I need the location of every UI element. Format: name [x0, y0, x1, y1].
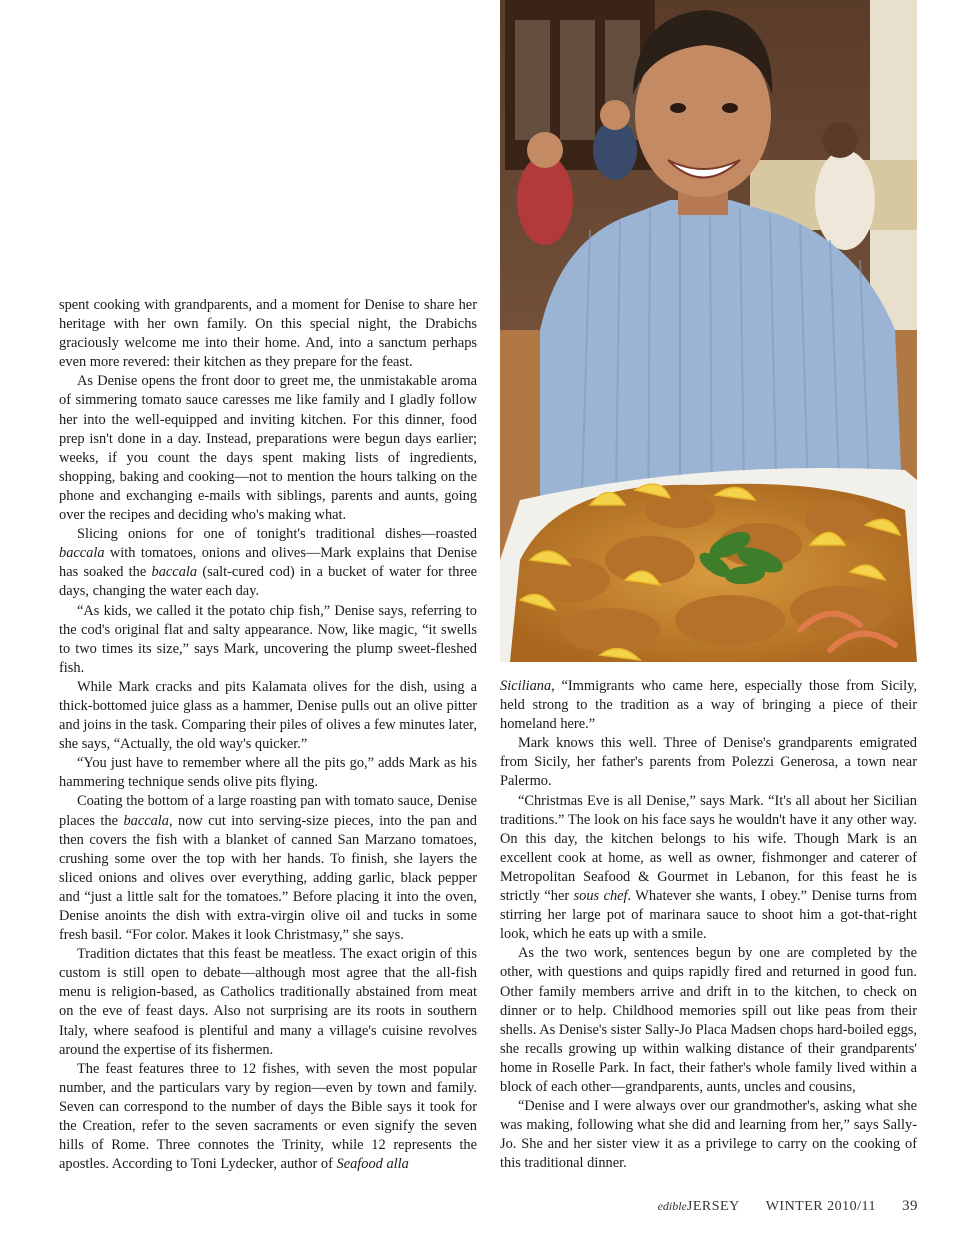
paragraph: While Mark cracks and pits Kalamata olives for the dish, using a thick-bottomed juice glass as a hammer, Denise pulls out an olive pitter and joins in the task. Comparing their piles of olives a few minutes later, she says, “Actually, the old way's quicker.” — [59, 678, 477, 753]
page-number: 39 — [902, 1198, 918, 1214]
feature-photo — [500, 0, 917, 662]
issue-date: WINTER 2010/11 — [765, 1199, 876, 1214]
guest-right — [815, 150, 875, 250]
paragraph: As Denise opens the front door to greet me, the unmistakable aroma of simmering tomato sauce caresses me like family and I gladly follow her into the well-equipped and inviting kitchen. For this dinner, food prep isn't done in a day. Instead, preparations were begun days earlier; weeks, if you count the days spent making lists of ingredients, shopping, baking and cooking—not to mention the hours talking on the phone and exchanging e-mails with siblings, parents and aunts, going over the recipes and deciding who's making what. — [59, 373, 477, 524]
paragraph: As the two work, sentences begun by one are completed by the other, with questions and quips rapidly fired and returned in good fun. Other family members arrive and drift in to the kitchen, to check on dinner or to help. Childhood memories spill out like peas from their shells. As Denise's sister Sally-Jo Placa Madsen chops hard-boiled eggs, she recalls growing up within walking distance of their grandparents' home in Roselle Park. In fact, their father's whole family lived within a block of each other—grandparents, aunts, uncles and cousins, — [500, 945, 917, 1095]
paragraph: The feast features three to 12 fishes, with seven the most popular number, and the particulars vary by region—even by town and family. Seven can correspond to the number of days the Bible says it took for the Creation, refer to the seven sacraments or even signify the seven hills of Rome. Three connotes the Trinity, while 12 represents the apostles. According to Toni Lydecker, author of Seafood alla — [59, 1060, 477, 1173]
paragraph: Siciliana, “Immigrants who came here, especially those from Sicily, held strong to the tradition as a way of bringing a piece of their homeland here.” — [500, 678, 917, 733]
paragraph: Mark knows this well. Three of Denise's grandparents emigrated from Sicily, her father's parents from Polezzi Generosa, a town near Palermo. — [500, 735, 917, 790]
paragraph: “Denise and I were always over our grandmother's, asking what she was making, following what she did and learning from her,” says Sally-Jo. She and her sister view it as a privilege to carry on the cooking of this traditional dinner. — [500, 1098, 917, 1172]
paragraph: Tradition dictates that this feast be meatless. The exact origin of this custom is still open to debate—although most agree that the all-fish menu is religion-based, as Catholics traditionally abstained from meat on the eve of feast days. Also not surprising are its roots in southern Italy, where seafood is plentiful and many a village's cuisine revolves around the expertise of its fishermen. — [59, 946, 477, 1058]
paragraph: “As kids, we called it the potato chip fish,” Denise says, referring to the cod's original flat and salty appearance. Now, like magic, “it swells to two times its size,” says Mark, uncovering the plump sweet-fleshed fish. — [59, 602, 477, 676]
paragraph: spent cooking with grandparents, and a moment for Denise to share her heritage with her own family. On this special night, the Drabichs graciously welcome me into their home. And, into a sanctum perhaps even more revered: their kitchen as they prepare for the feast. — [59, 297, 477, 371]
magazine-logo: edibleJERSEY — [657, 1199, 740, 1214]
paragraph: Slicing onions for one of tonight's traditional dishes—roasted baccala with tomatoes, onions and olives—Mark explains that Denise has soaked the baccala (salt-cured cod) in a bucket of water for three days, changing the water each day. — [59, 526, 477, 600]
article-left-column — [59, 296, 477, 1174]
paragraph: “You just have to remember where all the pits go,” adds Mark as his hammering technique sends olive pits flying. — [59, 755, 477, 791]
paragraph: “Christmas Eve is all Denise,” says Mark. “It's all about her Sicilian traditions.” The look on his face says he wouldn't have it any other way. On this day, the kitchen belongs to his wife. Though Mark is an excellent cook at home, as well as owner, fishmonger and caterer of Metropolitan Seafood & Gourmet in Lebanon, for this feast he is strictly “her sous chef. Whatever she wants, I obey.” Denise turns from stirring her large pot of marinara sauce to shoot him a got-that-right look, which he eats up with a smile. — [500, 792, 917, 943]
article-right-column — [500, 677, 917, 1173]
photo-illustration — [500, 0, 917, 662]
guest-left — [517, 155, 573, 245]
paragraph: Coating the bottom of a large roasting pan with tomato sauce, Denise places the baccala, now cut into serving-size pieces, into the pan and then covers the fish with a blanket of canned San Marzano tomatoes, crushing some over the top with her hands. To finish, she layers the sliced onions and olives over everything, adding garlic, black pepper and “just a little salt for the tomatoes.” Before placing it into the oven, Denise anoints the dish with extra-virgin olive oil and tucks in some fresh basil. “For color. Makes it look Christmasy,” she says. — [59, 793, 477, 944]
page-footer — [658, 1198, 918, 1215]
